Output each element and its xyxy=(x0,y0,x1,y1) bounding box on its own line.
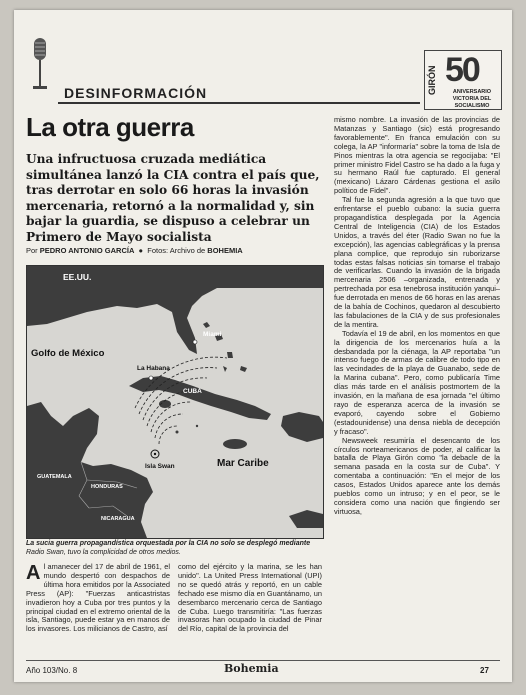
paragraph-1 xyxy=(26,563,170,634)
caption-rest: Radio Swan, tuvo la complicidad de otros medios. xyxy=(26,549,181,556)
caribbean-map xyxy=(26,265,324,539)
issue-number: Año 103/No. 8 xyxy=(26,666,78,675)
map-label-caribe: Mar Caribe xyxy=(217,458,269,469)
paragraph-2: como del ejército y la marina, se les han unido". La United Press International (UPI) no se quedó atrás y reportó, en un cable fechado ese mismo día en Guantánamo, un desembarco mercenario cerca de Santiago de Cuba. Luego transmitiría: "Las fuerzas invasoras han ocupado la ciudad de Pinar del Río, capital de la provincia del xyxy=(178,563,322,634)
map-label-usa: EE.UU. xyxy=(63,272,92,282)
paragraph-6: Newsweek resumiría el desencanto de los círculos norteamericanos de poder, al calificar la batalla de Playa Girón como "la debacle de la semana pasada en la costa sur de Cuba". Y comentaba a continuación: "En el mejor de los casos, Estados Unidos aparece ante los demás pueblos como un intruso; y en el peor, se le considera como una nación que fingiendo ser virtuosa, xyxy=(334,435,500,516)
body-column-3 xyxy=(334,116,500,659)
magazine-name: Bohemia xyxy=(224,662,279,675)
badge-subtitle: ANIVERSARIO VICTORIA DEL SOCIALISMO xyxy=(452,89,492,109)
jamaica xyxy=(223,439,247,449)
body-column-1 xyxy=(26,563,170,659)
author-name: PEDRO ANTONIO GARCÍA xyxy=(39,246,135,255)
page-number: 27 xyxy=(480,666,489,675)
body-column-2 xyxy=(178,563,322,659)
byline xyxy=(26,246,326,255)
byline-prefix: Por xyxy=(26,246,38,255)
map-label-cuba: CUBA xyxy=(183,388,202,395)
habana-marker xyxy=(149,376,153,380)
photo-credit-prefix: Fotos: Archivo de xyxy=(147,246,206,255)
caption-bold: La sucia guerra propagandística orquestada por la CIA no solo se desplegó mediante xyxy=(26,540,311,547)
byline-bullet: ● xyxy=(136,246,148,255)
magazine-page xyxy=(14,10,512,682)
paragraph-5: Todavía el 19 de abril, en los momentos en que la dirigencia de los mercenarios huía a la desbandada por la ciénaga, la AP reportaba "un intenso fuego de armas de calibre de todo tipo en las vecindades de la playa de Guanabo, sede de la Marina cubana". Pero, como publicaría Time días más tarde en el análisis postmortem de la invasión, en la mañana de esa jornada "el último rayo de esperanza acerca de la invasión se evaporó, cayendo sobre el Gobierno (estadounidense) una densa niebla de decepción y fracaso". xyxy=(334,328,500,436)
map-label-nicaragua: NICARAGUA xyxy=(101,516,135,522)
paragraph-1-text: l amanecer del 17 de abril de 1961, el mundo despertó con despachos de última hora emitidos por la Associated Press (AP): "Fuerzas anticastristas invadieron hoy a Cuba por tres puntos y la principal ciudad en el extremo oriental de la isla, Santiago, puede estar ya en manos de los invasores. Los milicianos de Castro, así xyxy=(26,563,170,634)
anniversary-badge xyxy=(424,50,502,110)
paragraph-4: Tal fue la segunda agresión a la que tuvo que enfrentarse el pueblo cubano: la sucia guerra propagandística desplegada por la Agencia Central de Inteligencia (CIA) de los Estados Unidos, a través del éter (Radio Swan no fue la excepción), las agencias cablegráficas y la prensa plana complice, que reprodujo sin ruborizarse todas estas falsas noticias sin tomarse el trabajo de verificarlas. Cuando la invasión de la brigada mercenaria 2506 –organizada, entrenada y pertrechada por esa tenebrosa institución yanqui– fue derrotada en menos de 66 horas en las arenas de la bahía de Cochinos, quedaron al descubierto las fabulaciones de la CIA y de sus profesionales de la mentira. xyxy=(334,195,500,329)
page-header xyxy=(24,28,502,108)
map-label-guatemala: GUATEMALA xyxy=(37,474,72,480)
map-caption xyxy=(26,539,322,557)
map-label-honduras: HONDURAS xyxy=(91,484,123,490)
map-label-gulf: Golfo de México xyxy=(31,348,105,359)
paragraph-3: mismo nombre. La invasión de las provincias de Matanzas y Santiago (sic) está progresando favorablemente". En franca emulación con su colega, la AP "informaría" sobre la toma de Isla de Pinos mientras la otra agencia se regocijaba: "El primer ministro Fidel Castro se ha dado a la fuga y su hermano Raúl fue capturado. El general (mexicano) Lázaro Cárdenas gestiona el asilo político de Fidel". xyxy=(334,116,500,196)
photo-credit-source: BOHEMIA xyxy=(207,246,243,255)
article-deck: Una infructuosa cruzada mediática simultánea lanzó la CIA contra el país que, tras derrotar en solo 66 horas la invasión mercenaria, retornó a la normalidad y, sin bajar la guardia, se dispuso a celebrar un Primero de Mayo socialista xyxy=(26,152,320,244)
miami-marker xyxy=(193,340,197,344)
microphone-icon xyxy=(30,38,50,94)
badge-number: 50 xyxy=(445,51,479,89)
map-label-habana: La Habana xyxy=(137,365,170,372)
drop-cap: A xyxy=(26,563,41,584)
map-label-swan: Isla Swan xyxy=(145,463,175,470)
article-title: La otra guerra xyxy=(26,112,194,142)
header-rule xyxy=(58,102,420,104)
map-label-miami: Miami xyxy=(203,331,222,338)
footer-rule xyxy=(26,660,500,661)
section-label: DESINFORMACIÓN xyxy=(64,85,208,101)
badge-vertical-text: GIRÓN xyxy=(427,65,437,95)
